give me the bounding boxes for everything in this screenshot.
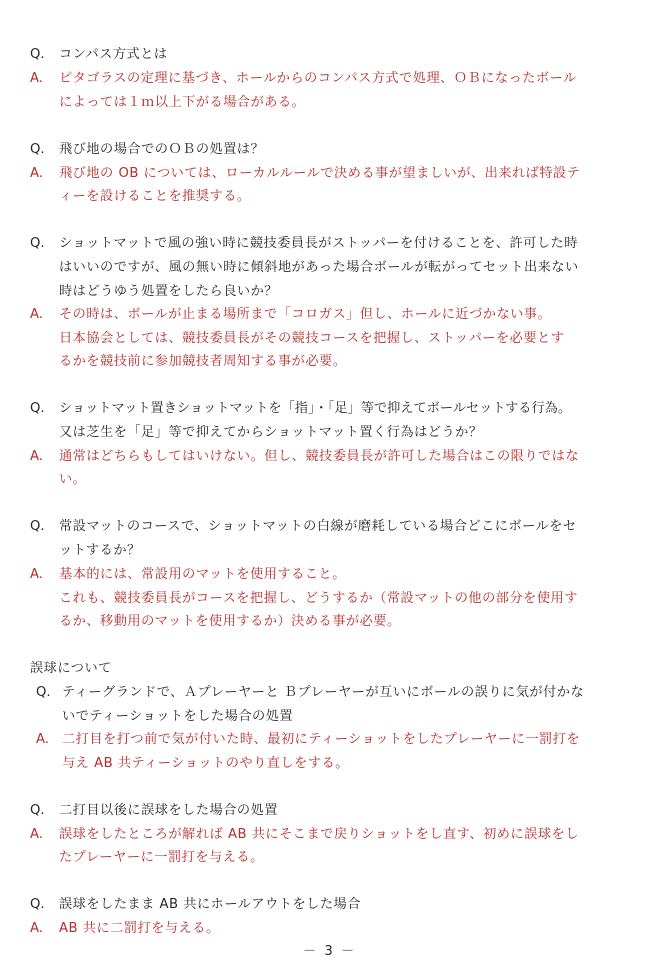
answer-2-line-2: ィーを設けることを推奨する。: [59, 189, 251, 204]
answer-3-line-3: るかを競技前に参加競技者周知する事が必要。: [59, 354, 347, 369]
answer-5-line-3: るか、移動用のマットを使用するか）決める事が必要。: [59, 614, 401, 629]
answer-label: A.: [30, 567, 43, 582]
page-number: － 3 －: [303, 944, 357, 959]
answer-4-line-2: い。: [59, 472, 87, 487]
question-6-line-2: いでティーショットをした場合の処置: [62, 709, 294, 724]
answer-3-line-1: その時は、ボールが止まる場所まで「コロガス」但し、ホールに近づかない事。: [59, 307, 552, 322]
section-heading: 誤球について: [30, 661, 112, 676]
question-label: Q.: [30, 803, 45, 818]
question-3-line-3: 時はどうゆう処置をしたら良いか？: [59, 284, 278, 299]
question-4-line-2: 又は芝生を「足」等で抑えてからショットマット置く行為はどうか？: [59, 425, 483, 440]
answer-7-line-1: 誤球をしたところが解れば AB 共にそこまで戻りショットをし直す、初めに誤球をし: [59, 827, 579, 842]
answer-label: A.: [30, 71, 43, 86]
answer-1-line-2: によっては１ｍ以上下がる場合がある。: [59, 95, 306, 110]
answer-6-line-2: 与え AB 共ティーショットのやり直しをする。: [62, 756, 349, 771]
answer-5-line-2: これも、競技委員長がコースを把握し、どうするか（常設マットの他の部分を使用す: [59, 591, 578, 606]
answer-label: A.: [30, 307, 43, 322]
question-5-line-1: 常設マットのコースで、ショットマットの白線が磨耗している場合どこにボールをセ: [59, 519, 577, 534]
question-6-line-1: ティーグランドで、Ａプレーヤーと Ｂプレーヤーが互いにボールの誤りに気が付かな: [62, 685, 585, 700]
question-3-line-1: ショットマットで風の強い時に競技委員長がストッパーを付けることを、許可した時: [59, 236, 578, 251]
question-1-line-1: コンパス方式とは: [59, 47, 168, 62]
question-label: Q.: [30, 47, 45, 62]
answer-3-line-2: 日本協会としては、競技委員長がその競技コースを把握し、ストッパーを必要とす: [59, 331, 565, 346]
answer-7-line-2: たプレーヤーに一罰打を与える。: [59, 850, 264, 865]
question-label: Q.: [30, 897, 45, 912]
answer-8-line-1: AB 共に二罰打を与える。: [59, 921, 220, 936]
answer-6-line-1: 二打目を打つ前で気が付いた時、最初にティーショットをしたプレーヤーに一罰打を: [62, 732, 581, 747]
answer-2-line-1: 飛び地の OB については、ローカルルールで決める事が望ましいが、出来れば特設テ: [59, 166, 581, 181]
question-label: Q.: [30, 519, 45, 534]
question-2-line-1: 飛び地の場合でのＯＢの処置は？: [59, 142, 265, 157]
question-4-line-1: ショットマット置きショットマットを「指」・「足」等で抑えてボールセットする行為。: [59, 401, 572, 416]
question-5-line-2: ットするか？: [59, 543, 141, 558]
question-7-line-1: 二打目以後に誤球をした場合の処置: [59, 803, 278, 818]
answer-label: A.: [36, 732, 49, 747]
question-8-line-1: 誤球をしたまま AB 共にホールアウトをした場合: [59, 897, 361, 912]
answer-label: A.: [30, 166, 43, 181]
question-3-line-2: はいいのですが、風の無い時に傾斜地があった場合ボールが転がってセット出来ない: [59, 260, 579, 275]
question-label: Q.: [30, 401, 45, 416]
answer-4-line-1: 通常はどちらもしてはいけない。但し、競技委員長が許可した場合はこの限りではな: [59, 449, 580, 464]
answer-label: A.: [30, 827, 43, 842]
question-label: Q.: [36, 685, 51, 700]
question-label: Q.: [30, 236, 45, 251]
answer-label: A.: [30, 921, 43, 936]
question-label: Q.: [30, 142, 45, 157]
answer-5-line-1: 基本的には、常設用のマットを使用すること。: [59, 567, 346, 582]
answer-1-line-1: ピタゴラスの定理に基づき、ホールからのコンパス方式で処理、ＯＢになったボール: [59, 71, 577, 86]
answer-label: A.: [30, 449, 43, 464]
